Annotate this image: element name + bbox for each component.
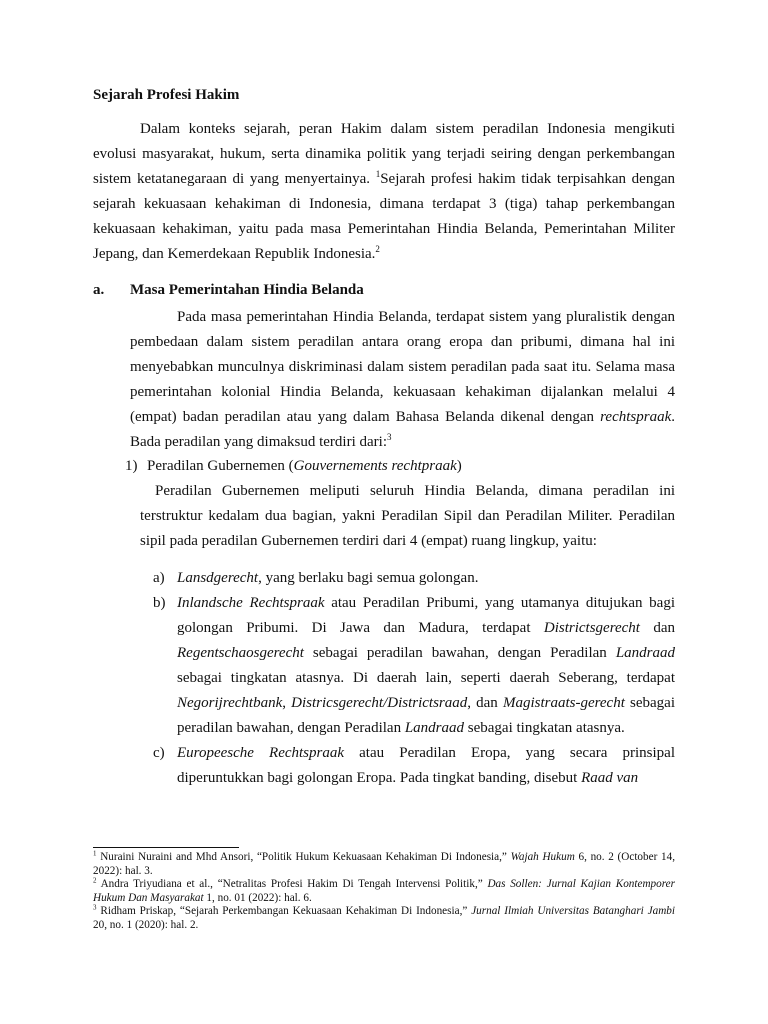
document-title: Sejarah Profesi Hakim [93, 87, 240, 103]
section-a-text-1: Pada masa pemerintahan Hindia Belanda, terdapat sistem yang pluralistik dengan pembedaan dalam sistem peradilan antara orang eropa dan pribumi, dimana hal ini menyebabkan munculnya diskriminasi dalam sistem peradilan pada saat itu. Selama masa pemerintahan kolonial Hindia Belanda, kekuasaan kehakiman dijalankan melalui 4 (empat) badan peradilan atau yang dalam Bahasa Belanda dikenal dengan [130, 309, 675, 425]
footnote-ref-2[interactable]: 2 [375, 244, 380, 254]
footnote-1-journal: Wajah Hukum [510, 851, 575, 863]
footnote-ref-3[interactable]: 3 [387, 432, 392, 442]
subsection-1-italic-title: Gouvernements rechtpraak [293, 458, 457, 474]
section-a-text-2: . Bada peradilan yang dimaksud terdiri dari: [130, 409, 675, 450]
list-item-b-text-4: sebagai tingkatan atasnya. Di daerah lain, seperti daerah Seberang, terdapat [177, 670, 675, 686]
list-item-b-text-3: sebagai peradilan bawahan, dengan Peradilan [303, 645, 616, 661]
footnote-1-end: 6, no. 2 (October 14, 2022): hal. 3. [93, 851, 675, 877]
section-a-heading [93, 282, 364, 299]
subsection-1-title-end: ) [456, 458, 462, 474]
section-a-paragraph [130, 305, 675, 455]
intro-paragraph [93, 117, 675, 267]
footnote-1-text: Nuraini Nuraini and Mhd Ansori, “Politik Hukum Kekuasaan Kehakiman Di Indonesia,” [96, 851, 511, 863]
footnote-2 [93, 878, 675, 905]
subsection-1-number: 1) [125, 458, 138, 474]
term-districtsgerecht: Districtsgerecht [543, 620, 640, 636]
list-item-b-text-6: , dan [467, 695, 503, 711]
subsection-1-title: Peradilan Gubernemen ( [147, 458, 294, 474]
footnotes [93, 851, 675, 933]
section-a-italic-term: rechtspraak [600, 409, 672, 425]
term-districtsraad: Districsgerecht/Districtsraad [291, 695, 468, 711]
footnote-2-number: 2 [93, 876, 97, 885]
section-a-title: Masa Pemerintahan Hindia Belanda [130, 282, 364, 298]
list-item-b-text-5: , [282, 695, 292, 711]
list-item-b-text-2: dan [639, 620, 675, 636]
term-magistraats-gerecht: Magistraats-gerecht [502, 695, 625, 711]
term-landraad-1: Landraad [615, 645, 675, 661]
footnote-2-text: Andra Triyudiana et al., “Netralitas Profesi Hakim Di Tengah Intervensi Politik,” [96, 878, 488, 891]
list-item-a-text: , yang berlaku bagi semua golongan. [258, 570, 479, 586]
subsection-1-paragraph: Peradilan Gubernemen meliputi seluruh Hindia Belanda, dimana peradilan ini terstruktur kedalam dua bagian, yakni Peradilan Sipil dan Peradilan Militer. Peradilan sipil pada peradilan Gubernemen terdiri dari 4 (empat) ruang lingkup, yaitu: [140, 483, 675, 549]
term-raad-van: Raad van [581, 770, 639, 786]
footnote-3 [93, 905, 675, 932]
list-item-b-text-1: atau Peradilan Pribumi, yang utamanya ditujukan bagi golongan Pribumi. Di Jawa dan Madura, terdapat [177, 595, 676, 636]
term-inlandsche: Inlandsche Rechtspraak [177, 595, 325, 611]
footnote-2-end: 1, no. 01 (2022): hal. 6. [203, 891, 312, 904]
term-europeesche: Europeesche Rechtspraak [177, 745, 345, 761]
list-item-c [153, 741, 675, 791]
section-a-letter: a. [93, 282, 105, 298]
list-item-a [153, 566, 675, 591]
term-regentschaosgerecht: Regentschaosgerecht [177, 645, 304, 661]
intro-text-1: Dalam konteks sejarah, peran Hakim dalam sistem peradilan Indonesia mengikuti evolusi masyarakat, hukum, serta dinamika politik yang terjadi seiring dengan perkembangan sistem ketatanegaraan di yang menyertainya. [93, 121, 675, 187]
term-landraad-2: Landraad [404, 720, 465, 736]
term-lansdgerecht: Lansdgerecht [177, 570, 259, 586]
list-marker-a: a) [153, 570, 165, 586]
court-list [153, 566, 675, 791]
footnote-3-number: 3 [93, 903, 97, 912]
footnote-1 [93, 851, 675, 878]
footnote-ref-1[interactable]: 1 [375, 169, 381, 179]
list-marker-c: c) [153, 745, 165, 761]
list-marker-b: b) [153, 595, 166, 611]
footnote-2-journal: Das Sollen: Jurnal Kajian Kontemporer Hukum Dan Masyarakat [93, 878, 675, 904]
list-item-b-text-7: sebagai peradilan bawahan, dengan Peradilan [177, 695, 676, 736]
footnote-3-end: 20, no. 1 (2020): hal. 2. [93, 918, 199, 931]
footnote-3-journal: Jurnal Ilmiah Universitas Batanghari Jambi [471, 905, 675, 918]
list-item-b [153, 591, 675, 741]
footnote-3-text: Ridham Priskap, “Sejarah Perkembangan Kekuasaan Kehakiman Di Indonesia,” [96, 905, 472, 918]
subsection-1-heading [125, 458, 462, 475]
footnote-separator [93, 847, 239, 848]
list-item-c-text-1: atau Peradilan Eropa, yang secara prinsipal diperuntukkan bagi golongan Eropa. Pada tingkat banding, disebut [177, 745, 676, 786]
list-item-b-text-8: sebagai tingkatan atasnya. [464, 720, 625, 736]
term-negorijrechtbank: Negorijrechtbank [177, 695, 283, 711]
intro-text-2: Sejarah profesi hakim tidak terpisahkan dengan sejarah kekuasaan kehakiman di Indonesia, dimana terdapat 3 (tiga) tahap perkembangan kekuasaan kehakiman, yaitu pada masa Pemerintahan Hindia Belanda, Pemerintahan Militer Jepang, dan Kemerdekaan Republik Indonesia. [93, 171, 675, 262]
footnote-1-number: 1 [93, 849, 97, 858]
